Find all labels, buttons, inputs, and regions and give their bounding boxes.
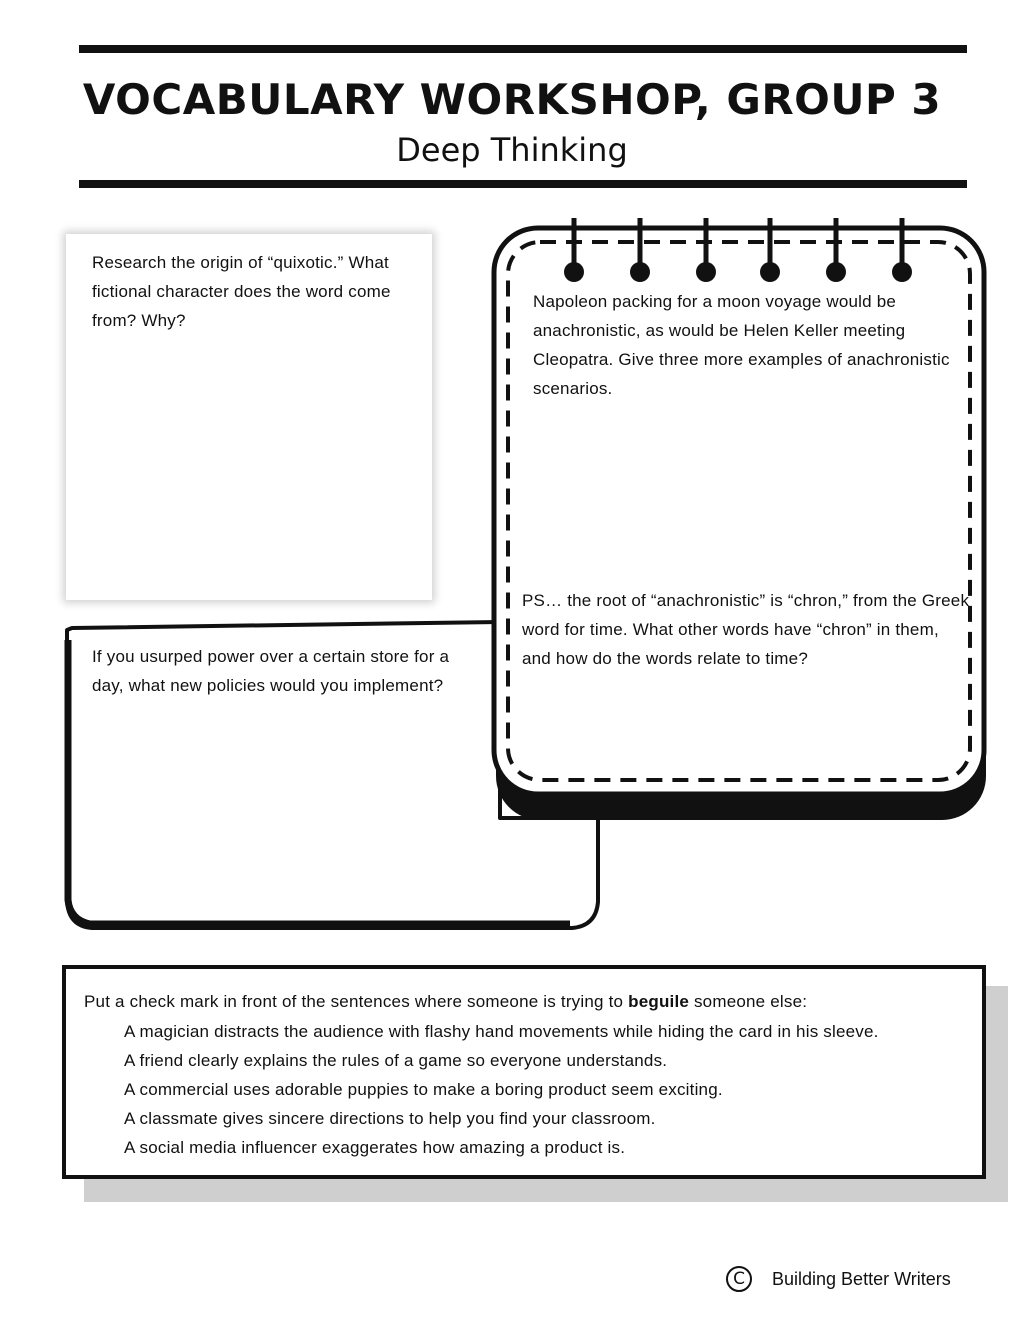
beguile-prompt-after: someone else: bbox=[693, 992, 808, 1011]
beguile-instructions bbox=[84, 987, 974, 1016]
page-title: VOCABULARY WORKSHOP, GROUP 3 bbox=[82, 75, 942, 124]
list-item: A magician distracts the audience with flashy hand movements while hiding the card in his sleeve. bbox=[124, 1022, 879, 1041]
quixotic-prompt: Research the origin of “quixotic.” What fictional character does the word come from? Why? bbox=[92, 253, 391, 330]
beguile-sentence-list bbox=[124, 1017, 879, 1162]
chron-prompt: PS… the root of “anachronistic” is “chron,” from the Greek word for time. What other words have “chron” in them, and how do the words relate to time? bbox=[522, 591, 970, 668]
footer-credit: Building Better Writers bbox=[772, 1268, 951, 1289]
beguile-keyword: beguile bbox=[628, 992, 690, 1011]
page-subtitle: Deep Thinking bbox=[396, 131, 628, 169]
list-item: A commercial uses adorable puppies to make a boring product seem exciting. bbox=[124, 1080, 723, 1099]
list-item: A social media influencer exaggerates how amazing a product is. bbox=[124, 1138, 626, 1157]
copyright-icon: C bbox=[726, 1266, 752, 1292]
beguile-checklist-box bbox=[62, 965, 986, 1179]
usurp-prompt: If you usurped power over a certain store for a day, what new policies would you implement? bbox=[92, 647, 450, 695]
anachronistic-prompt: Napoleon packing for a moon voyage would be anachronistic, as would be Helen Keller meeting Cleopatra. Give three more examples of anachronistic scenarios. bbox=[533, 292, 950, 398]
beguile-prompt-before: Put a check mark in front of the sentences where someone is trying to bbox=[84, 992, 624, 1011]
list-item: A friend clearly explains the rules of a game so everyone understands. bbox=[124, 1051, 668, 1070]
footer bbox=[726, 1263, 951, 1295]
list-item: A classmate gives sincere directions to help you find your classroom. bbox=[124, 1109, 656, 1128]
